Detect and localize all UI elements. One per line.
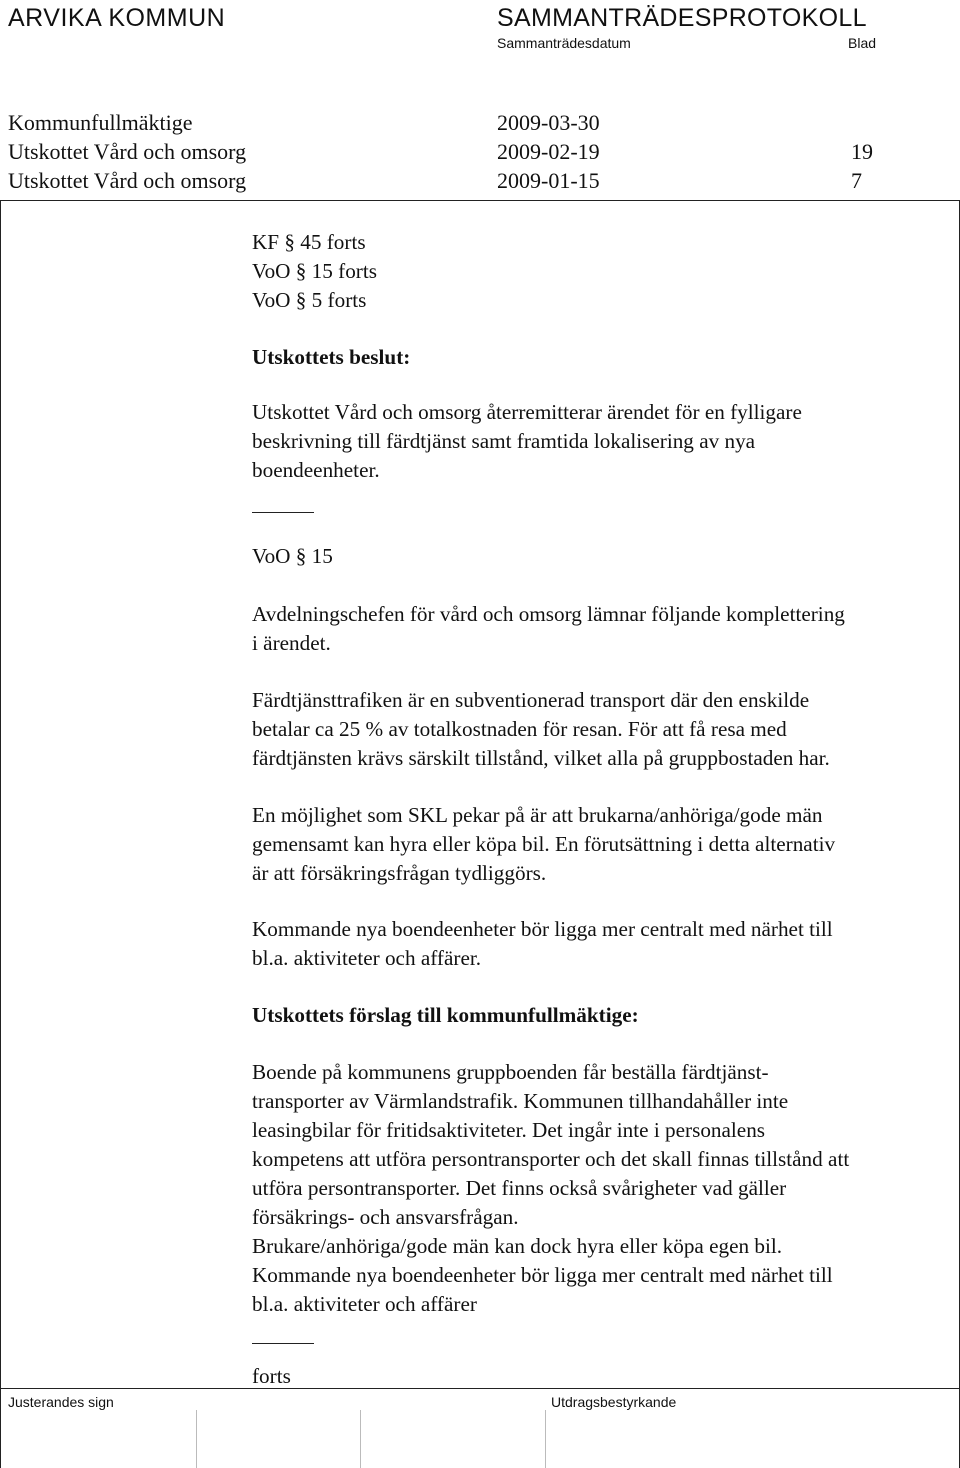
header-rule: [0, 200, 960, 201]
text-line: försäkrings- och ansvarsfrågan.: [252, 1205, 519, 1229]
text-line: betalar ca 25 % av totalkostnaden för resan. För att få resa med: [252, 717, 787, 741]
fardtjanst-text: [252, 686, 830, 773]
org-name: ARVIKA KOMMUN: [8, 4, 226, 32]
date-label: Sammanträdesdatum: [497, 35, 631, 51]
text-line: Utskottet Vård och omsorg återremitterar ärendet för en fylligare: [252, 400, 802, 424]
paragraph-ref: VoO § 5 forts: [252, 288, 367, 312]
text-line: kompetens att utföra persontransporter och det skall finnas tillstånd att: [252, 1147, 850, 1171]
meeting-page: 7: [851, 168, 862, 193]
text-line: bl.a. aktiviteter och affärer.: [252, 946, 482, 970]
paragraph-refs: [252, 228, 377, 315]
text-line: Boende på kommunens gruppboenden får beställa färdtjänst-: [252, 1060, 769, 1084]
kommande-text: [252, 915, 833, 973]
footer-divider: [196, 1410, 197, 1468]
text-line: En möjlighet som SKL pekar på är att brukarna/anhöriga/gode män: [252, 803, 823, 827]
text-line: Brukare/anhöriga/gode män kan dock hyra eller köpa egen bil.: [252, 1234, 783, 1258]
text-line: transporter av Värmlandstrafik. Kommunen tillhandahåller inte: [252, 1089, 789, 1113]
text-line: Avdelningschefen för vård och omsorg lämnar följande komplettering: [252, 602, 845, 626]
text-line: är att försäkringsfrågan tydliggörs.: [252, 861, 547, 885]
meeting-body: Utskottet Vård och omsorg: [8, 139, 247, 164]
text-line: beskrivning till färdtjänst samt framtida lokalisering av nya: [252, 429, 756, 453]
footer-rule: [0, 1388, 960, 1389]
text-line: utföra persontransporter. Det finns också svårigheter vad gäller: [252, 1176, 787, 1200]
text-line: leasingbilar för fritidsaktiviteter. Det ingår inte i personalens: [252, 1118, 766, 1142]
voo15-ref: VoO § 15: [252, 544, 333, 568]
doc-title: SAMMANTRÄDESPROTOKOLL: [497, 4, 867, 32]
beslut-text: [252, 398, 802, 485]
text-line: Kommande nya boendeenheter bör ligga mer centralt med närhet till: [252, 1263, 833, 1287]
footer-divider: [545, 1410, 546, 1468]
mojlighet-text: [252, 801, 835, 888]
meeting-page: 19: [851, 139, 873, 164]
text-line: Färdtjänsttrafiken är en subventionerad transport där den enskilde: [252, 688, 810, 712]
paragraph-ref: VoO § 15 forts: [252, 259, 377, 283]
footer-divider: [360, 1410, 361, 1468]
page-label: Blad: [848, 35, 877, 51]
meeting-date: 2009-01-15: [497, 168, 600, 193]
left-margin-rule: [0, 200, 1, 1468]
meeting-row: [8, 139, 908, 168]
section-divider: [252, 512, 314, 513]
justerande-sign-label: Justerandes sign: [8, 1394, 114, 1410]
text-line: bl.a. aktiviteter och affärer: [252, 1292, 477, 1316]
forslag-heading: Utskottets förslag till kommunfullmäktige:: [252, 1003, 639, 1027]
continued-label: forts: [252, 1364, 291, 1388]
text-line: i ärendet.: [252, 631, 331, 655]
komplettering-text: [252, 600, 845, 658]
section-divider: [252, 1343, 314, 1344]
meeting-date: 2009-03-30: [497, 110, 600, 135]
text-line: gemensamt kan hyra eller köpa bil. En förutsättning i detta alternativ: [252, 832, 836, 856]
text-line: Kommande nya boendeenheter bör ligga mer centralt med närhet till: [252, 917, 833, 941]
utdragsbestyrkande-label: Utdragsbestyrkande: [551, 1394, 677, 1410]
meeting-row: [8, 168, 908, 197]
meeting-body: Kommunfullmäktige: [8, 110, 193, 135]
meeting-row: [8, 110, 908, 139]
text-line: färdtjänsten krävs särskilt tillstånd, vilket alla på gruppbostaden har.: [252, 746, 830, 770]
paragraph-ref: KF § 45 forts: [252, 230, 366, 254]
meeting-body: Utskottet Vård och omsorg: [8, 168, 247, 193]
forslag-text: [252, 1058, 957, 1319]
meeting-date: 2009-02-19: [497, 139, 600, 164]
beslut-heading: Utskottets beslut:: [252, 345, 411, 369]
text-line: boendeenheter.: [252, 458, 380, 482]
